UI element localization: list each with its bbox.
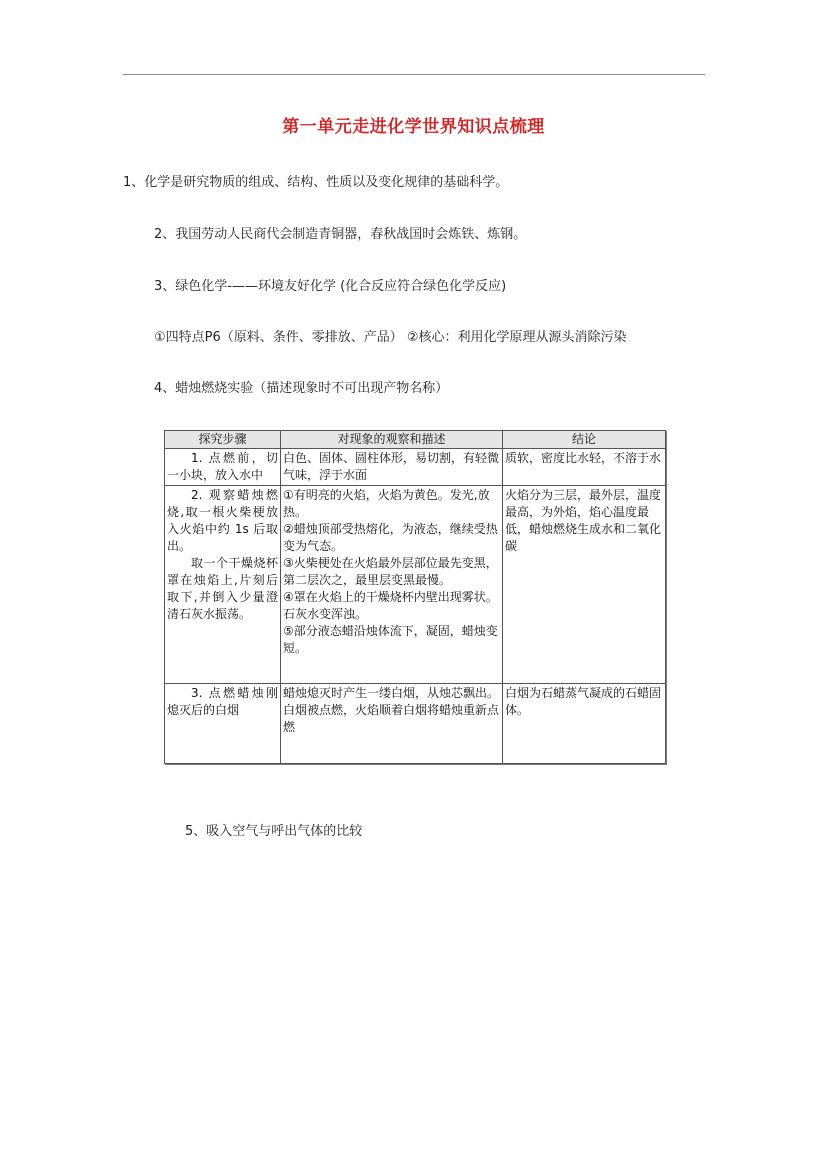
table-row [165, 449, 666, 486]
row2-observation-1: ①有明亮的火焰，火焰为黄色。发光,放热。 [283, 488, 490, 519]
row2-observation-3: ③火柴梗处在火焰最外层部位最先变黑，第二层次之，最里层变黑最慢。 [283, 556, 498, 587]
row2-step [165, 486, 281, 684]
row1-observation [281, 449, 503, 486]
header-observation: 对现象的观察和描述 [281, 431, 503, 449]
row1-conclusion-text: 质软，密度比水轻，不溶于水 [505, 451, 662, 465]
row3-observation [281, 684, 503, 764]
row2-conclusion [503, 486, 666, 684]
paragraph-4: ①四特点P6（原料、条件、零排放、产品） ②核心：利用化学原理从源头消除污染 [154, 330, 627, 345]
row2-conclusion-text: 火焰分为三层，最外层，温度最高，为外焰，焰心温度最低，蜡烛燃烧生成水和二氧化碳 [505, 488, 662, 553]
paragraph-3: 3、绿色化学-——环境友好化学 (化合反应符合绿色化学反应) [154, 279, 507, 294]
row1-step-text: 1. 点燃前，切一小块，放入水中 [167, 451, 278, 482]
header-conclusion: 结论 [503, 431, 666, 449]
header-step: 探究步骤 [165, 431, 281, 449]
page-title: 第一单元走进化学世界知识点梳理 [282, 117, 545, 137]
paragraph-5: 4、蜡烛燃烧实验（描述现象时不可出现产物名称） [154, 381, 449, 396]
row1-observation-text: 白色、固体、圆柱体形，易切割，有轻微气味，浮于水面 [283, 451, 500, 482]
row2-step-text-2: 取一个干燥烧杯罩在烛焰上,片刻后取下,并倒入少量澄清石灰水振荡。 [167, 556, 278, 621]
candle-experiment-table [164, 430, 666, 764]
paragraph-1: 1、化学是研究物质的组成、结构、性质以及变化规律的基础科学。 [123, 175, 509, 190]
row3-step-text: 3. 点燃蜡烛刚熄灭后的白烟 [167, 686, 278, 717]
row3-step [165, 684, 281, 764]
table-header-row [165, 431, 666, 449]
row3-observation-2: 白烟被点燃，火焰顺着白烟将蜡烛重新点燃 [283, 703, 500, 734]
row2-observation [281, 486, 503, 684]
row2-observation-5: ⑤部分液态蜡沿烛体流下，凝固，蜡烛变短。 [283, 624, 498, 655]
paragraph-2: 2、我国劳动人民商代会制造青铜器，春秋战国时会炼铁、炼钢。 [154, 227, 527, 242]
row2-observation-2: ②蜡烛顶部受热熔化，为液态，继续受热变为气态。 [283, 522, 498, 553]
row1-conclusion [503, 449, 666, 486]
table-row [165, 684, 666, 764]
row2-step-text-1: 2. 观察蜡烛燃烧,取一根火柴梗放入火焰中约 1s 后取出。 [167, 488, 278, 553]
row2-observation-4: ④罩在火焰上的干燥烧杯内壁出现雾状。石灰水变浑浊。 [283, 590, 498, 621]
paragraph-6: 5、吸入空气与呼出气体的比较 [185, 824, 363, 839]
row1-step [165, 449, 281, 486]
header-rule [123, 74, 705, 75]
row3-observation-1: 蜡烛熄灭时产生一缕白烟，从烛芯飘出。 [283, 686, 500, 700]
table-row [165, 486, 666, 684]
row3-conclusion [503, 684, 666, 764]
row3-conclusion-text: 白烟为石蜡蒸气凝成的石蜡固体。 [505, 686, 662, 717]
